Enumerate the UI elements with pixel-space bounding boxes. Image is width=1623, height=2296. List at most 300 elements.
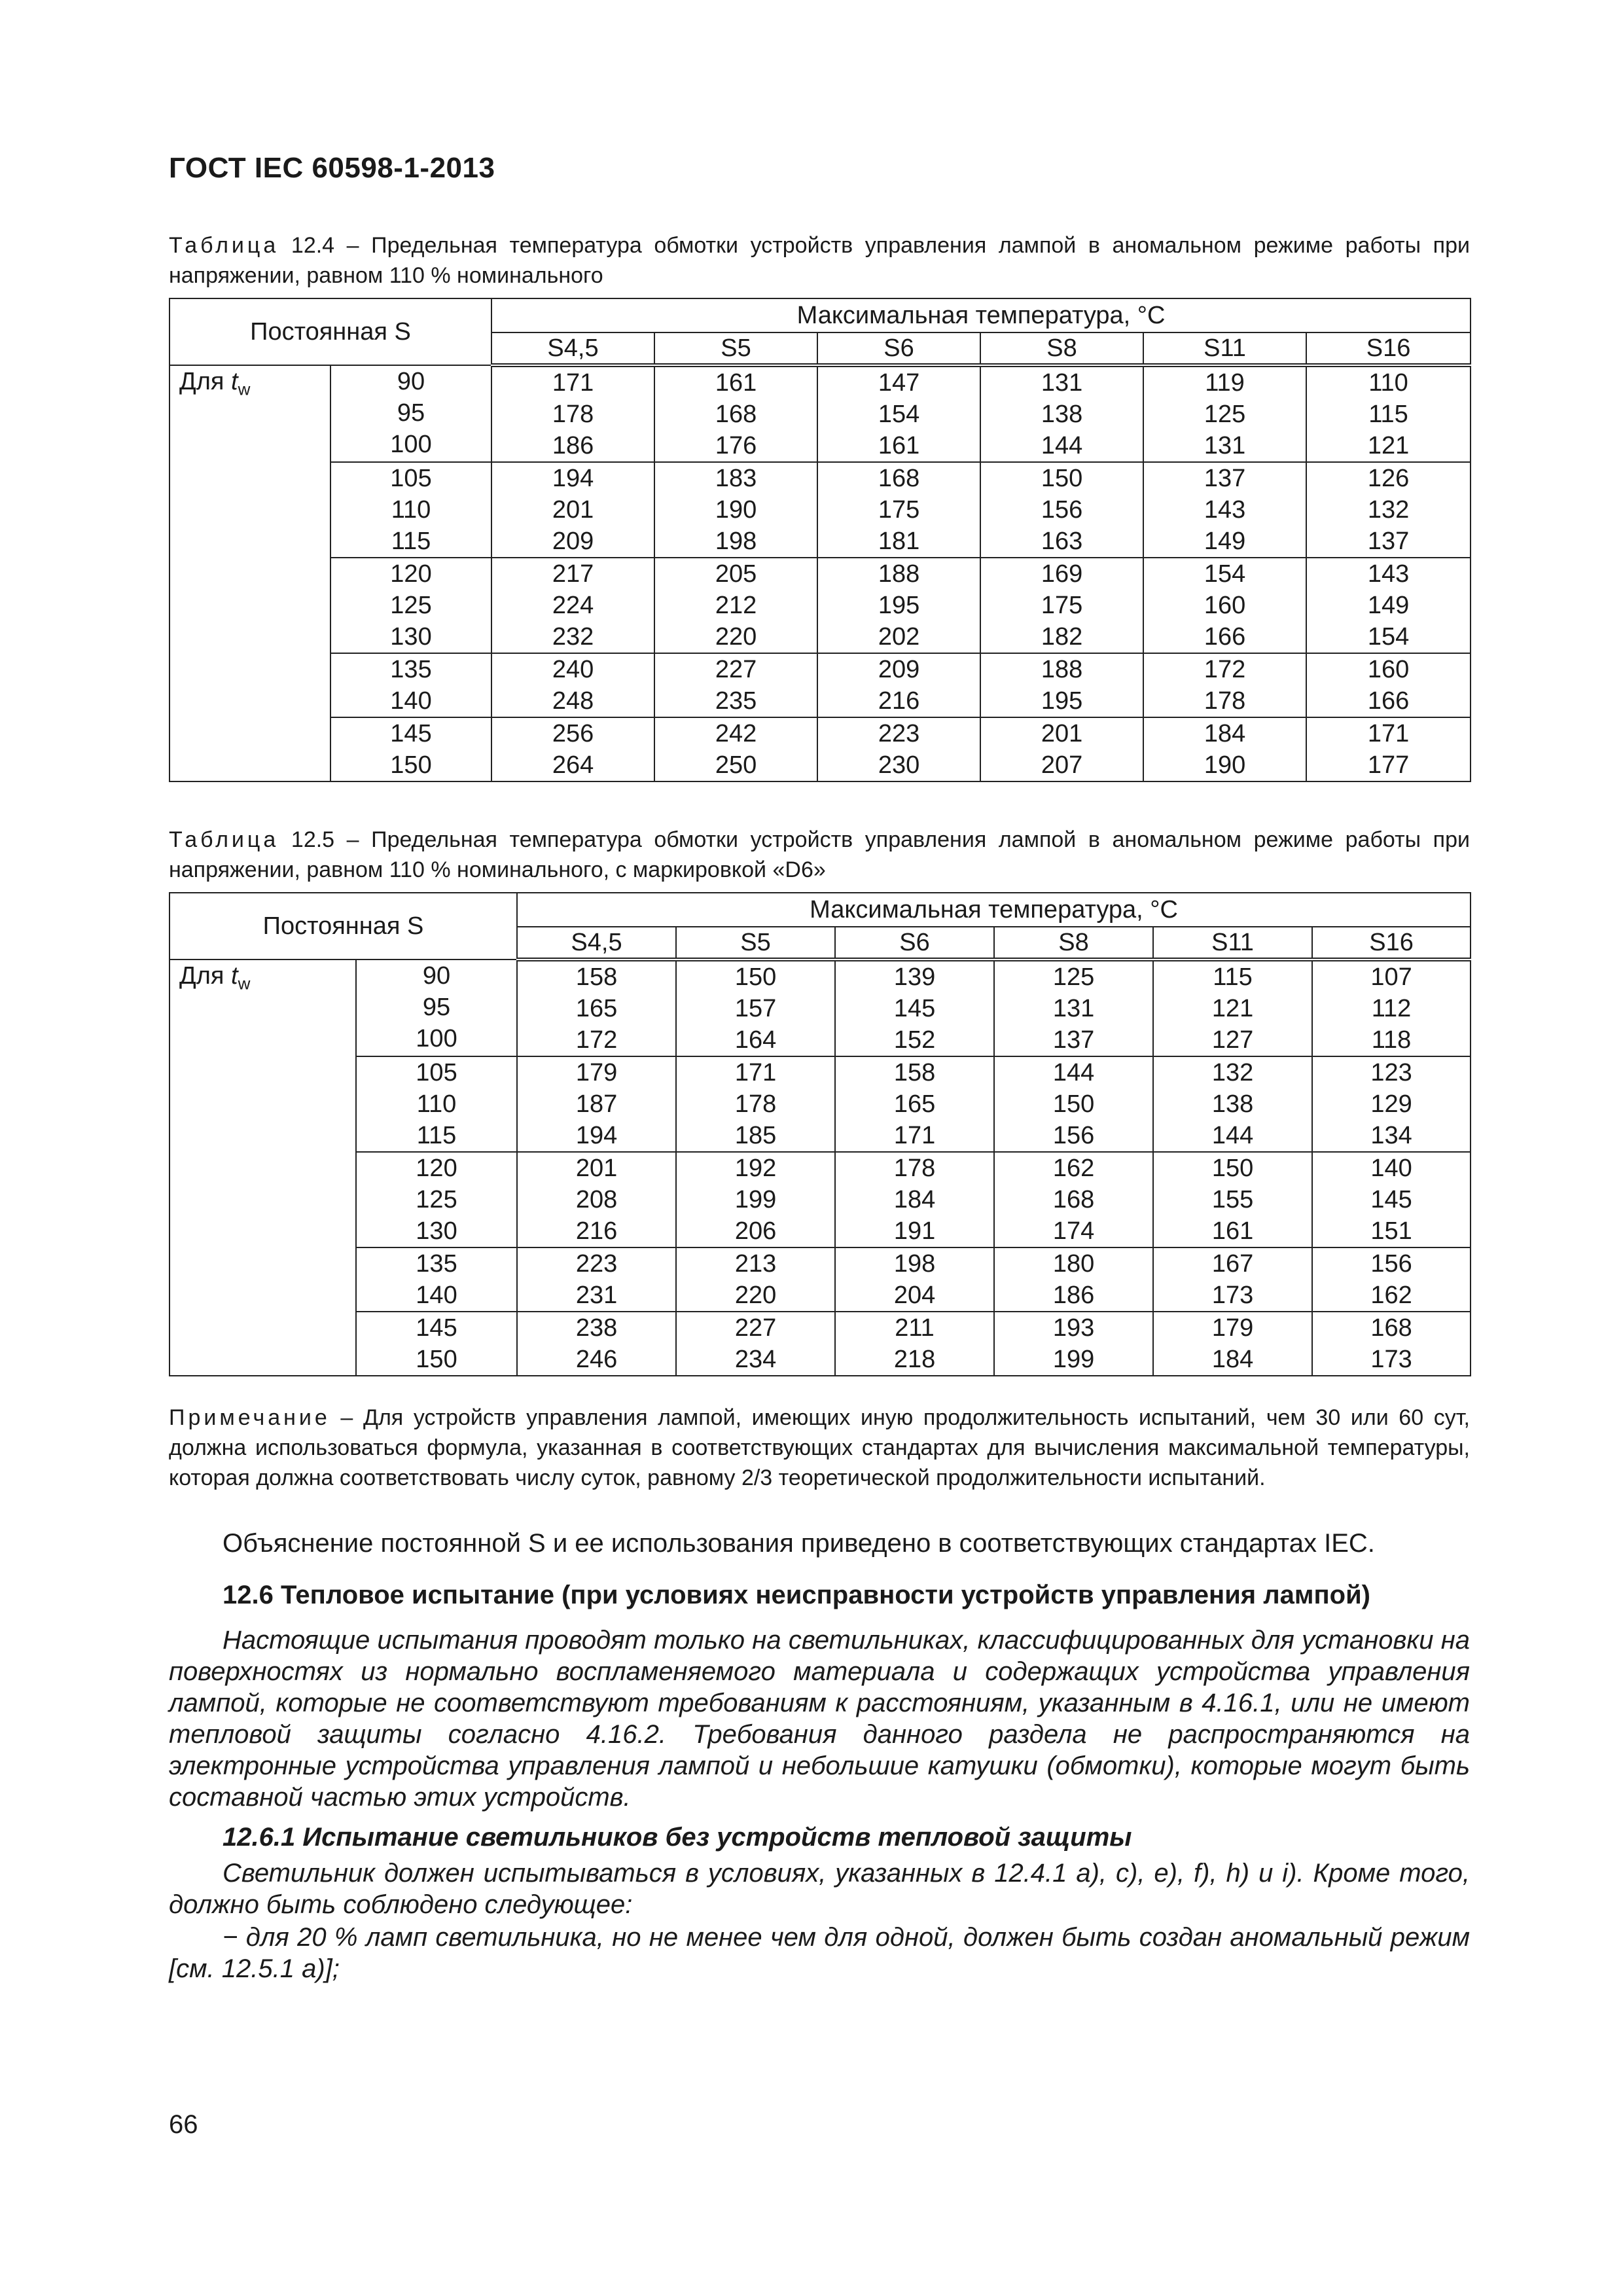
tw-value: 95 bbox=[397, 399, 425, 427]
table-12-4 bbox=[169, 298, 1471, 782]
note-text: – Для устройств управления лампой, имеющих иную продолжительность испытаний, чем 30 или 60 сут, должна использоваться формула, указанная в соответствующих стандартах для вычисления максимальной температуры, которая должна соответствовать числу суток, равному 2/3 теоретической продолжительности испытаний. bbox=[169, 1405, 1470, 1490]
tw-value: 115 bbox=[391, 528, 431, 555]
temp-value: 137 bbox=[1204, 465, 1246, 492]
temp-value: 184 bbox=[893, 1186, 936, 1213]
section-12-6-paragraph: Настоящие испытания проводят только на светильниках, классифицированных для установки на поверхностях из нормально воспламеняемого материала и содержащих устройства управления лампой, которые не соответствуют требованиям к расстояниям, указанным в 4.16.1, или не имеют тепловой защиты согласно 4.16.2. Требования данного раздела не распространяются на электронные устройства управления лампой и небольшие катушки (обмотки), которые могут быть составной частью этих устройств. bbox=[169, 1626, 1470, 1812]
temp-value: 211 bbox=[895, 1314, 935, 1342]
temp-value: 144 bbox=[1211, 1122, 1254, 1149]
temp-value: 139 bbox=[893, 963, 936, 991]
temp-value: 184 bbox=[1204, 720, 1246, 747]
column-header: S8 bbox=[994, 927, 1153, 960]
temp-value: 256 bbox=[552, 720, 594, 747]
tw-value: 150 bbox=[416, 1346, 457, 1373]
tw-values bbox=[330, 558, 491, 653]
temp-value: 209 bbox=[552, 528, 594, 555]
temp-value: 190 bbox=[715, 496, 757, 524]
temp-value: 145 bbox=[893, 995, 936, 1022]
temp-value: 161 bbox=[878, 432, 920, 459]
const-s-header: Постоянная S bbox=[169, 298, 491, 365]
temp-values bbox=[676, 960, 835, 1056]
tw-values bbox=[330, 462, 491, 558]
temp-values bbox=[676, 1312, 835, 1376]
temp-values bbox=[1153, 1056, 1312, 1152]
temp-values bbox=[980, 558, 1143, 653]
temp-value: 158 bbox=[893, 1059, 936, 1086]
temp-value: 246 bbox=[575, 1346, 618, 1373]
temp-value: 162 bbox=[1052, 1155, 1095, 1182]
tw-value: 140 bbox=[390, 687, 432, 715]
tw-value: 125 bbox=[416, 1186, 457, 1213]
temp-value: 248 bbox=[552, 687, 594, 715]
temp-value: 137 bbox=[1052, 1026, 1095, 1054]
temp-value: 115 bbox=[1213, 963, 1253, 991]
temp-value: 151 bbox=[1370, 1217, 1412, 1245]
column-header: S5 bbox=[676, 927, 835, 960]
temp-value: 240 bbox=[552, 656, 594, 683]
temp-value: 147 bbox=[878, 369, 920, 397]
explanation-paragraph: Объяснение постоянной S и ее использования приведено в соответствующих стандартах IEC. bbox=[223, 1529, 1375, 1558]
temp-value: 192 bbox=[734, 1155, 777, 1182]
temp-value: 201 bbox=[1041, 720, 1083, 747]
table-row bbox=[169, 653, 1471, 717]
temp-value: 223 bbox=[878, 720, 920, 747]
temp-value: 171 bbox=[552, 369, 594, 397]
temp-values bbox=[980, 653, 1143, 717]
temp-values bbox=[994, 960, 1153, 1056]
table-row bbox=[169, 960, 1471, 1056]
temp-values bbox=[835, 960, 994, 1056]
temp-value: 154 bbox=[878, 401, 920, 428]
table-row bbox=[169, 365, 1471, 462]
temp-value: 218 bbox=[893, 1346, 936, 1373]
temp-value: 137 bbox=[1367, 528, 1410, 555]
table-12-5-caption bbox=[169, 825, 1470, 885]
tw-values bbox=[330, 365, 491, 462]
table-note bbox=[169, 1403, 1470, 1493]
temp-value: 178 bbox=[734, 1090, 777, 1118]
temp-value: 158 bbox=[575, 963, 618, 991]
temp-value: 171 bbox=[1367, 720, 1410, 747]
temp-values bbox=[654, 462, 817, 558]
temp-values bbox=[654, 717, 817, 781]
temp-values bbox=[817, 558, 980, 653]
temp-values bbox=[491, 365, 654, 462]
temp-values bbox=[676, 1152, 835, 1247]
temp-value: 209 bbox=[878, 656, 920, 683]
column-header: S6 bbox=[835, 927, 994, 960]
temp-values bbox=[1312, 1247, 1471, 1312]
temp-value: 118 bbox=[1371, 1026, 1412, 1054]
row-label-prefix: Для t bbox=[179, 962, 238, 990]
tw-value: 130 bbox=[390, 623, 432, 651]
row-label-subscript: w bbox=[238, 379, 251, 399]
temp-value: 179 bbox=[575, 1059, 618, 1086]
table-12-4-caption bbox=[169, 230, 1470, 291]
table-row bbox=[169, 1152, 1471, 1247]
temp-value: 195 bbox=[878, 592, 920, 619]
temp-value: 199 bbox=[734, 1186, 777, 1213]
temp-value: 140 bbox=[1370, 1155, 1412, 1182]
tw-value: 110 bbox=[391, 496, 431, 524]
temp-value: 177 bbox=[1367, 751, 1410, 779]
temp-values bbox=[835, 1056, 994, 1152]
temp-value: 204 bbox=[893, 1282, 936, 1309]
temp-value: 157 bbox=[734, 995, 777, 1022]
tw-value: 95 bbox=[422, 994, 451, 1021]
temp-values bbox=[517, 960, 676, 1056]
temp-value: 201 bbox=[552, 496, 594, 524]
temp-value: 121 bbox=[1367, 432, 1410, 459]
temp-value: 132 bbox=[1211, 1059, 1254, 1086]
temp-values bbox=[517, 1152, 676, 1247]
temp-value: 202 bbox=[878, 623, 920, 651]
temp-values bbox=[1312, 1312, 1471, 1376]
page-number: 66 bbox=[169, 2110, 198, 2139]
temp-value: 150 bbox=[734, 963, 777, 991]
table-row bbox=[169, 1312, 1471, 1376]
temp-value: 220 bbox=[715, 623, 757, 651]
temp-value: 134 bbox=[1370, 1122, 1412, 1149]
temp-values bbox=[994, 1056, 1153, 1152]
temp-value: 131 bbox=[1041, 369, 1083, 397]
temp-value: 164 bbox=[734, 1026, 777, 1054]
temp-values bbox=[1153, 1247, 1312, 1312]
temp-value: 183 bbox=[715, 465, 757, 492]
temp-value: 126 bbox=[1367, 465, 1410, 492]
temp-values bbox=[1153, 1152, 1312, 1247]
temp-values bbox=[491, 717, 654, 781]
temp-value: 227 bbox=[715, 656, 757, 683]
temp-values bbox=[817, 365, 980, 462]
tw-value: 100 bbox=[390, 431, 432, 458]
table-row bbox=[169, 558, 1471, 653]
row-label bbox=[169, 960, 356, 1376]
tw-value: 150 bbox=[390, 751, 432, 779]
temp-value: 216 bbox=[575, 1217, 618, 1245]
row-label-text bbox=[179, 368, 238, 395]
temp-value: 149 bbox=[1367, 592, 1410, 619]
row-label-text bbox=[179, 962, 238, 990]
tw-value: 145 bbox=[390, 720, 432, 747]
temp-value: 154 bbox=[1204, 560, 1246, 588]
temp-value: 123 bbox=[1370, 1059, 1412, 1086]
temp-value: 165 bbox=[893, 1090, 936, 1118]
temp-value: 132 bbox=[1367, 496, 1410, 524]
column-header: S5 bbox=[654, 332, 817, 365]
temp-value: 161 bbox=[715, 369, 757, 397]
temp-values bbox=[1143, 462, 1306, 558]
temp-value: 131 bbox=[1052, 995, 1095, 1022]
temp-value: 199 bbox=[1052, 1346, 1095, 1373]
column-header: S4,5 bbox=[517, 927, 676, 960]
temp-value: 242 bbox=[715, 720, 757, 747]
temp-value: 184 bbox=[1211, 1346, 1254, 1373]
temp-value: 131 bbox=[1204, 432, 1246, 459]
temp-values bbox=[517, 1247, 676, 1312]
temp-value: 163 bbox=[1041, 528, 1083, 555]
temp-values bbox=[1143, 365, 1306, 462]
temp-values bbox=[1143, 558, 1306, 653]
temp-values bbox=[1143, 653, 1306, 717]
tw-value: 120 bbox=[390, 560, 432, 588]
temp-value: 178 bbox=[552, 401, 594, 428]
column-header: S6 bbox=[817, 332, 980, 365]
row-label-subscript: w bbox=[238, 973, 251, 994]
temp-values bbox=[835, 1152, 994, 1247]
temp-value: 207 bbox=[1041, 751, 1083, 779]
temp-value: 180 bbox=[1052, 1250, 1095, 1278]
temp-value: 234 bbox=[734, 1346, 777, 1373]
tw-value: 90 bbox=[422, 962, 451, 990]
temp-value: 178 bbox=[893, 1155, 936, 1182]
temp-values bbox=[817, 653, 980, 717]
temp-value: 198 bbox=[715, 528, 757, 555]
temp-value: 156 bbox=[1370, 1250, 1412, 1278]
tw-values bbox=[330, 717, 491, 781]
temp-values bbox=[491, 558, 654, 653]
temp-value: 232 bbox=[552, 623, 594, 651]
section-12-6-1-paragraph: Светильник должен испытываться в условиях, указанных в 12.4.1 a), c), e), f), h) и i). Кроме того, должно быть соблюдено следующее: bbox=[169, 1859, 1470, 1919]
temp-value: 185 bbox=[734, 1122, 777, 1149]
temp-value: 156 bbox=[1041, 496, 1083, 524]
section-12-6-1-heading: 12.6.1 Испытание светильников без устройств тепловой защиты bbox=[223, 1823, 1132, 1852]
temp-value: 188 bbox=[878, 560, 920, 588]
temp-value: 138 bbox=[1211, 1090, 1254, 1118]
temp-value: 178 bbox=[1204, 687, 1246, 715]
note-label: Примечание bbox=[169, 1405, 330, 1430]
table-row bbox=[169, 1247, 1471, 1312]
temp-value: 112 bbox=[1371, 995, 1412, 1022]
temp-value: 186 bbox=[552, 432, 594, 459]
temp-values bbox=[517, 1056, 676, 1152]
tw-value: 130 bbox=[416, 1217, 457, 1245]
temp-value: 188 bbox=[1041, 656, 1083, 683]
temp-value: 250 bbox=[715, 751, 757, 779]
temp-value: 168 bbox=[1052, 1186, 1095, 1213]
temp-value: 155 bbox=[1211, 1186, 1254, 1213]
temp-value: 129 bbox=[1370, 1090, 1412, 1118]
temp-value: 165 bbox=[575, 995, 618, 1022]
tw-value: 145 bbox=[416, 1314, 457, 1342]
temp-values bbox=[1153, 960, 1312, 1056]
temp-values bbox=[491, 462, 654, 558]
table-row bbox=[169, 462, 1471, 558]
section-12-6-heading: 12.6 Тепловое испытание (при условиях неисправности устройств управления лампой) bbox=[223, 1581, 1370, 1609]
tw-values bbox=[356, 960, 517, 1056]
temp-value: 167 bbox=[1211, 1250, 1254, 1278]
temp-value: 138 bbox=[1041, 401, 1083, 428]
temp-value: 119 bbox=[1205, 369, 1245, 397]
column-header: S8 bbox=[980, 332, 1143, 365]
temp-values bbox=[817, 717, 980, 781]
temp-values bbox=[676, 1056, 835, 1152]
temp-value: 115 bbox=[1368, 401, 1408, 428]
temp-value: 121 bbox=[1211, 995, 1254, 1022]
temp-value: 125 bbox=[1052, 963, 1095, 991]
tw-values bbox=[356, 1247, 517, 1312]
temp-values bbox=[835, 1247, 994, 1312]
temp-value: 235 bbox=[715, 687, 757, 715]
temp-values bbox=[676, 1247, 835, 1312]
temp-values bbox=[980, 462, 1143, 558]
temp-value: 216 bbox=[878, 687, 920, 715]
temp-value: 143 bbox=[1204, 496, 1246, 524]
temp-value: 149 bbox=[1204, 528, 1246, 555]
document-title: ГОСТ IEC 60598-1-2013 bbox=[169, 152, 495, 184]
temp-values bbox=[994, 1152, 1153, 1247]
temp-value: 166 bbox=[1204, 623, 1246, 651]
column-header: S11 bbox=[1153, 927, 1312, 960]
temp-values bbox=[1306, 558, 1471, 653]
temp-value: 150 bbox=[1211, 1155, 1254, 1182]
temp-values bbox=[654, 558, 817, 653]
tw-value: 135 bbox=[416, 1250, 457, 1278]
temp-values bbox=[1153, 1312, 1312, 1376]
tw-value: 125 bbox=[390, 592, 432, 619]
temp-value: 193 bbox=[1052, 1314, 1095, 1342]
temp-values bbox=[994, 1312, 1153, 1376]
const-s-header: Постоянная S bbox=[169, 893, 517, 960]
temp-value: 150 bbox=[1041, 465, 1083, 492]
tw-value: 140 bbox=[416, 1282, 457, 1309]
temp-value: 107 bbox=[1370, 963, 1412, 991]
temp-values bbox=[1306, 462, 1471, 558]
column-header: S4,5 bbox=[491, 332, 654, 365]
temp-value: 212 bbox=[715, 592, 757, 619]
temp-values bbox=[817, 462, 980, 558]
temp-value: 230 bbox=[878, 751, 920, 779]
temp-value: 187 bbox=[575, 1090, 618, 1118]
temp-value: 171 bbox=[734, 1059, 777, 1086]
temp-value: 181 bbox=[878, 528, 920, 555]
temp-values bbox=[1306, 653, 1471, 717]
temp-value: 161 bbox=[1211, 1217, 1254, 1245]
column-header: S16 bbox=[1312, 927, 1471, 960]
tw-value: 100 bbox=[416, 1025, 457, 1052]
temp-values bbox=[1306, 365, 1471, 462]
temp-value: 208 bbox=[575, 1186, 618, 1213]
temp-value: 173 bbox=[1370, 1346, 1412, 1373]
temp-value: 150 bbox=[1052, 1090, 1095, 1118]
temp-value: 198 bbox=[893, 1250, 936, 1278]
tw-value: 90 bbox=[397, 368, 425, 395]
tw-value: 105 bbox=[390, 465, 432, 492]
temp-values bbox=[1306, 717, 1471, 781]
table-12-5 bbox=[169, 892, 1471, 1376]
temp-value: 166 bbox=[1367, 687, 1410, 715]
temp-value: 156 bbox=[1052, 1122, 1095, 1149]
temp-value: 176 bbox=[715, 432, 757, 459]
temp-value: 125 bbox=[1204, 401, 1246, 428]
temp-value: 194 bbox=[552, 465, 594, 492]
temp-values bbox=[491, 653, 654, 717]
temp-value: 144 bbox=[1041, 432, 1083, 459]
temp-value: 224 bbox=[552, 592, 594, 619]
temp-value: 169 bbox=[1041, 560, 1083, 588]
temp-value: 171 bbox=[893, 1122, 936, 1149]
temp-value: 179 bbox=[1211, 1314, 1254, 1342]
temp-value: 154 bbox=[1367, 623, 1410, 651]
caption-word: Таблица bbox=[169, 233, 279, 258]
temp-value: 175 bbox=[1041, 592, 1083, 619]
tw-value: 105 bbox=[416, 1059, 457, 1086]
table-row bbox=[169, 1056, 1471, 1152]
tw-values bbox=[330, 653, 491, 717]
row-label bbox=[169, 365, 330, 781]
temp-value: 160 bbox=[1204, 592, 1246, 619]
temp-value: 162 bbox=[1370, 1282, 1412, 1309]
temp-value: 223 bbox=[575, 1250, 618, 1278]
temp-values bbox=[1312, 1056, 1471, 1152]
temp-value: 110 bbox=[1368, 369, 1408, 397]
temp-value: 264 bbox=[552, 751, 594, 779]
temp-value: 206 bbox=[734, 1217, 777, 1245]
temp-values bbox=[980, 365, 1143, 462]
temp-value: 173 bbox=[1211, 1282, 1254, 1309]
temp-values bbox=[835, 1312, 994, 1376]
temp-value: 213 bbox=[734, 1250, 777, 1278]
temp-value: 195 bbox=[1041, 687, 1083, 715]
temp-value: 175 bbox=[878, 496, 920, 524]
tw-value: 120 bbox=[416, 1155, 457, 1182]
caption-text: 12.4 – Предельная температура обмотки устройств управления лампой в аномальном режиме работы при напряжении, равном 110 % номинального bbox=[169, 233, 1470, 288]
temp-values bbox=[1312, 960, 1471, 1056]
temp-value: 186 bbox=[1052, 1282, 1095, 1309]
temp-value: 174 bbox=[1052, 1217, 1095, 1245]
row-label-prefix: Для t bbox=[179, 368, 238, 395]
temp-value: 145 bbox=[1370, 1186, 1412, 1213]
temp-values bbox=[654, 653, 817, 717]
tw-values bbox=[356, 1056, 517, 1152]
temp-value: 168 bbox=[1370, 1314, 1412, 1342]
column-header: S16 bbox=[1306, 332, 1471, 365]
max-temp-header: Максимальная температура, °C bbox=[491, 298, 1471, 332]
max-temp-header: Максимальная температура, °C bbox=[517, 893, 1471, 927]
temp-values bbox=[980, 717, 1143, 781]
column-header: S11 bbox=[1143, 332, 1306, 365]
tw-value: 115 bbox=[416, 1122, 457, 1149]
temp-value: 217 bbox=[552, 560, 594, 588]
temp-values bbox=[1312, 1152, 1471, 1247]
temp-value: 182 bbox=[1041, 623, 1083, 651]
temp-value: 152 bbox=[893, 1026, 936, 1054]
caption-text: 12.5 – Предельная температура обмотки устройств управления лампой в аномальном режиме работы при напряжении, равном 110 % номинального, с маркировкой «D6» bbox=[169, 827, 1470, 882]
temp-value: 190 bbox=[1204, 751, 1246, 779]
temp-value: 238 bbox=[575, 1314, 618, 1342]
temp-value: 172 bbox=[575, 1026, 618, 1054]
temp-value: 191 bbox=[893, 1217, 936, 1245]
temp-value: 144 bbox=[1052, 1059, 1095, 1086]
temp-values bbox=[994, 1247, 1153, 1312]
temp-value: 127 bbox=[1211, 1026, 1254, 1054]
temp-value: 168 bbox=[878, 465, 920, 492]
tw-value: 135 bbox=[390, 656, 432, 683]
tw-values bbox=[356, 1312, 517, 1376]
temp-value: 220 bbox=[734, 1282, 777, 1309]
temp-value: 160 bbox=[1367, 656, 1410, 683]
temp-value: 168 bbox=[715, 401, 757, 428]
caption-word: Таблица bbox=[169, 827, 279, 852]
temp-value: 205 bbox=[715, 560, 757, 588]
temp-value: 194 bbox=[575, 1122, 618, 1149]
temp-value: 227 bbox=[734, 1314, 777, 1342]
temp-value: 143 bbox=[1367, 560, 1410, 588]
temp-values bbox=[517, 1312, 676, 1376]
table-row bbox=[169, 717, 1471, 781]
tw-values bbox=[356, 1152, 517, 1247]
temp-values bbox=[1143, 717, 1306, 781]
temp-value: 172 bbox=[1204, 656, 1246, 683]
